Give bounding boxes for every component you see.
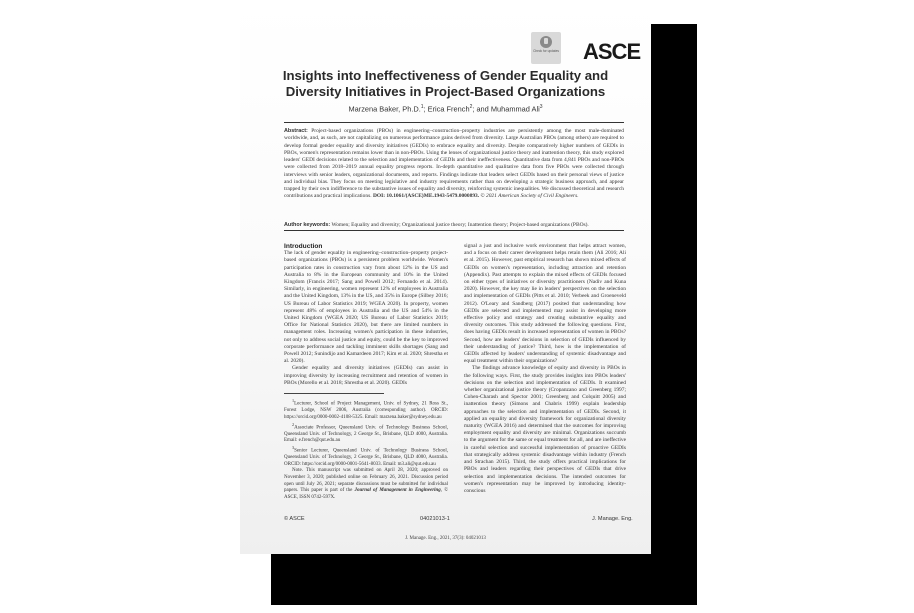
abstract-text: Project-based organizations (PBOs) in engineering–construction–property industries are persistently among the most male-dominated worldwide, and, as such, are not capitalizing on numerous performance gains derived from diversity. Large Australian PBOs (among others) are required to develop formal gender equality and diversity initiatives (GEDIs) to embrace equality and diversity. Despite comparatively higher numbers of GEDIs in PBOs, women's representation remains lower than in non-PBOs. Using the lenses of organizational justice theory and inattention theory, this study explored leaders' GEDI decisions related to the selection and implementation of GEDIs and their ineffectiveness. Quantitative data from 4,841 PBOs and non-PBOs were collected from 2018–2019 annual equality progress reports. In-depth quantitative and qualitative data from five PBOs were collected through interviews with senior leaders, organizational documents, and reports. Findings indicate that leaders select GEDIs based on their personal views of justice and individual bias. They focus on meeting legislative and industry requirements rather than on developing a strategic business approach, and appear trapped by their own indifference to the substantive issues of equality and diversity, reinforcing systemic inequalities. We discussed theoretical and research contributions and practical implications.	[284, 128, 625, 200]
doi-link[interactable]: DOI: 10.1061/(ASCE)ME.1943-5479.0000893.	[372, 193, 480, 200]
footer-page-number: 04021013-1	[420, 516, 450, 522]
paper-title	[240, 68, 651, 100]
footnote-text: Lecturer, School of Project Management, Univ. of Sydney, 21 Ross St., Forest Lodge, NSW 2006, Australia (corresponding author). ORCID: https://orcid.org/0000-0002-4108-5325. Email: marzena.baker@sydney.edu.au	[284, 401, 448, 420]
author-affiliation-mark: 3	[539, 104, 543, 110]
page-shadow-right	[651, 24, 697, 605]
bookmark-icon	[540, 36, 552, 48]
author-name: Erica French	[427, 104, 470, 114]
author-affiliation-mark: 2	[469, 104, 473, 110]
footnote-mark: 1	[292, 398, 295, 404]
keywords-divider	[284, 230, 624, 231]
author-keywords	[284, 222, 624, 229]
footnote	[284, 398, 448, 421]
paper-page	[240, 0, 651, 554]
author-separator: ; and	[472, 104, 491, 114]
footnote-mark: 2	[292, 421, 295, 427]
footnote-text: Associate Professor, Queensland Univ. of Technology Business School, Queensland Univ. of Technology, 2 George St., Brisbane, QLD 4000, Australia. Email: e.french@qut.edu.au	[284, 425, 448, 444]
keywords-text: Women; Equality and diversity; Organizational justice theory; Inattention theory; Project-based organizations (PBOs).	[331, 222, 589, 228]
keywords-label: Author keywords:	[284, 222, 331, 228]
footnote-divider	[284, 393, 384, 394]
body-paragraph: signal a just and inclusive work environment that helps attract women, and a focus on their career development helps retain them (Ali 2016; Ali et al. 2015). However, past empirical research has shown mixed effects of GEDIs on women's representation, including attraction and retention (Appendix). Past attempts to explain the mixed effects of GEDIs focused on either types of initiatives or diversity practitioners (Nadiv and Kuna 2020). However, the key may lie in leaders' perspectives on the selection and implementation of GEDIs (Pitts et al. 2010; Verbeek and Groeneveld 2012). O'Leary and Sandberg (2017) posited that understanding how GEDIs are selected and implemented may assist in developing more effective policy and strategy and creating substantive equality and diversity outcomes. This study addressed the following questions. First, does having GEDIs result in increased representation of women in PBOs? Second, how are leaders' decisions in selection of GEDIs influenced by their understanding of justice? Third, how is the implementation of GEDIs affected by leaders' understanding of systemic disadvantage and equal treatment within their organizations?	[464, 243, 626, 365]
author-name: Muhammad Ali	[490, 104, 540, 114]
author-name: Marzena Baker, Ph.D.	[348, 104, 421, 114]
page-shadow-bottom	[271, 554, 697, 605]
title-line: Diversity Initiatives in Project-Based Organizations	[285, 84, 606, 99]
badge-label: Check for updates	[533, 49, 559, 53]
abstract-copyright: © 2021 American Society of Civil Engineers.	[480, 193, 579, 200]
footnote	[284, 422, 448, 445]
author-separator: ;	[423, 104, 428, 114]
author-affiliation-mark: 1	[420, 104, 424, 110]
check-for-updates-badge[interactable]	[531, 32, 561, 64]
footer-journal: J. Manage. Eng.	[592, 516, 633, 522]
header-divider	[284, 122, 624, 123]
abstract-label: Abstract:	[284, 128, 308, 134]
publisher-logo: ASCE	[583, 39, 641, 64]
journal-citation: J. Manage. Eng., 2021, 37(3): 04021013	[405, 536, 486, 541]
note-tail: , © ASCE, ISSN 0742-597X.	[284, 488, 448, 500]
abstract	[284, 128, 624, 201]
body-paragraph: The findings advance knowledge of equity and diversity in PBOs in the following ways. First, the study provides insights into PBOs leaders' decisions on the selection and implementation of GEDIs. It examined whether organizational justice theory (Cropanzano and Greenberg 1997; Cohen-Charash and Spector 2001; Greenberg and Colquitt 2005) and inattention theory (Simons and Chabris 1999) explain leadership approaches to the selection and implementation of GEDIs. Second, it applied an equality and diversity framework for organizational diversity maturity (WGEA 2016) and determined that the outcomes for improving employment equality and diversity are minimal. Organizations succumb to the argument for the same or equal treatment for all, and are ineffective in careful selection and successful implementation of proactive GEDIs that strategically address systemic disadvantage within industry (French and Strachan 2015). Third, the study offers practical implications for PBOs and leaders regarding their perspectives of GEDIs that drive selection and implementation decisions. The intended outcomes for women's representation may be improved by introducing identity-conscious	[464, 365, 626, 494]
footer-copyright: © ASCE	[284, 516, 305, 522]
body-paragraph: The lack of gender equality in engineering–construction–property project-based organizations (PBOs) is a persistent problem worldwide. Women's participation rates in construction vary from about 12% in the US and Australia to 8% in the European community and 10% in the United Kingdom (Francis 2017; Sang and Powell 2012; Fernando et al. 2014). Similarly, in engineering, women represent 12% of employees in Australia and the United Kingdom, 13% in the US, and 35% in Europe (Silbey 2016; US Bureau of Labor Statistics 2019; WGEA 2020). In property, women represent 48% of employees in Australia and the US and 54% in the United Kingdom (WGEA 2020; US Bureau of Labor Statistics 2019; Office for National Statistics 2020), but there are limited numbers in management roles. Increasing women's participation in these industries, not only to address social justice and equity, could be the key to improved corporate performance and tackling imminent skills shortages (Sang and Powell 2012; Sunindijo and Kamardeen 2017; Kim et al. 2020; Shrestha et al. 2020).	[284, 250, 448, 365]
submission-note	[284, 468, 448, 501]
section-heading: Introduction	[284, 243, 323, 250]
left-column	[284, 243, 448, 501]
footnote-mark: 3	[292, 444, 295, 450]
note-text: Note. This manuscript was submitted on April 28, 2020; approved on November 3, 2020; published online on February 26, 2021. Discussion period open until July 26, 2021; separate discussions must be submitted for individual papers. This paper is part of the	[284, 468, 448, 494]
author-list	[240, 104, 651, 113]
right-column	[464, 243, 626, 495]
footnote	[284, 445, 448, 468]
journal-name: Journal of Management in Engineering	[354, 488, 441, 494]
footnote-text: Senior Lecturer, Queensland Univ. of Technology Business School, Queensland Univ. of Technology, 2 George St., Brisbane, QLD 4000, Australia. ORCID: https://orcid.org/0000-0001-5641-8033. Email: m3.ali@qut.edu.au	[284, 448, 448, 467]
body-paragraph: Gender equality and diversity initiatives (GEDIs) can assist in improving diversity by increasing recruitment and retention of women in PBOs (Morello et al. 2018; Shrestha et al. 2020). GEDIs	[284, 365, 448, 386]
title-line: Insights into Ineffectiveness of Gender Equality and	[282, 68, 609, 83]
